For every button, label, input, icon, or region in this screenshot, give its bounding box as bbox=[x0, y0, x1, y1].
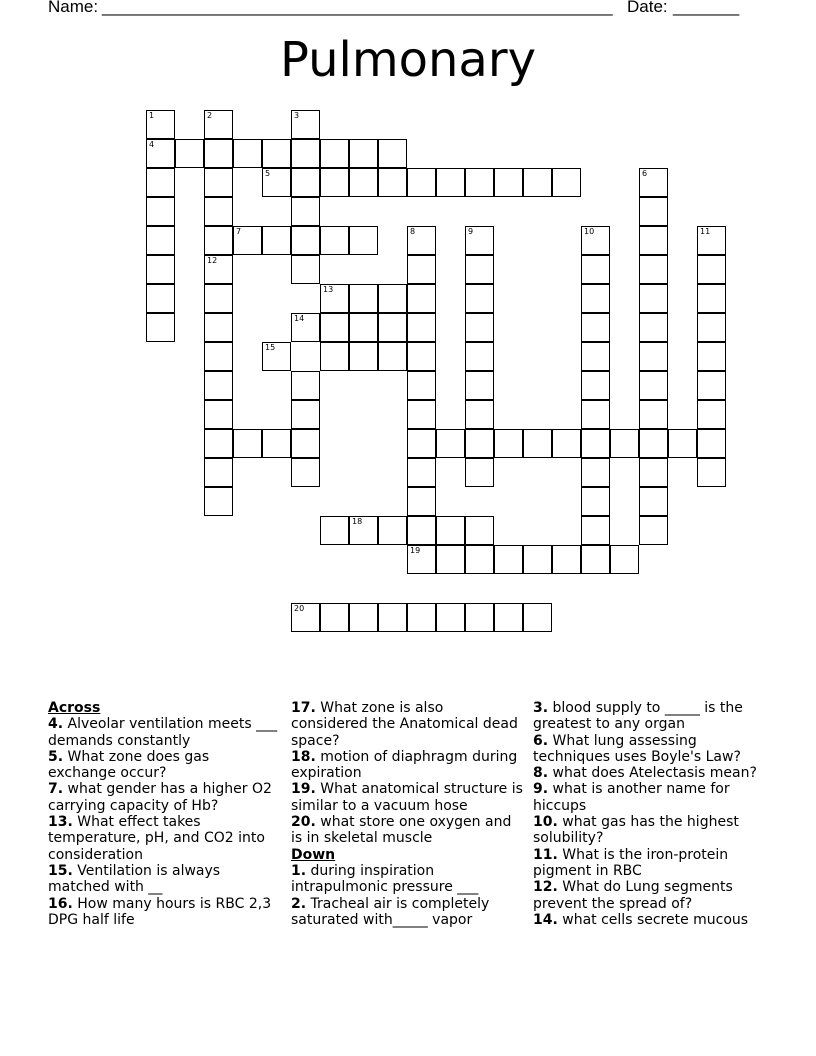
clue-text: Alveolar ventilation meets ___ demands constantly bbox=[48, 716, 278, 749]
grid-cell[interactable] bbox=[465, 168, 494, 197]
grid-cell[interactable] bbox=[552, 168, 581, 197]
grid-cell[interactable] bbox=[320, 342, 349, 371]
clue-number: 10 bbox=[584, 227, 595, 236]
grid-cell[interactable] bbox=[581, 429, 610, 458]
grid-cell[interactable] bbox=[291, 429, 320, 458]
grid-cell[interactable] bbox=[436, 603, 465, 632]
grid-cell[interactable] bbox=[204, 400, 233, 429]
grid-cell[interactable] bbox=[668, 429, 697, 458]
clue-item bbox=[533, 879, 765, 912]
clue-number: 14 bbox=[294, 314, 305, 323]
down-clue-list bbox=[291, 863, 523, 928]
clue-item bbox=[291, 863, 523, 896]
clue-text: What effect takes temperature, pH, and CO2 into consideration bbox=[48, 814, 265, 863]
grid-cell[interactable] bbox=[581, 313, 610, 342]
grid-cell[interactable] bbox=[697, 429, 726, 458]
grid-cell[interactable] bbox=[291, 110, 320, 139]
grid-cell[interactable] bbox=[407, 545, 436, 574]
grid-cell[interactable] bbox=[320, 226, 349, 255]
across-clue-list bbox=[48, 716, 280, 928]
puzzle-title: Pulmonary bbox=[280, 32, 536, 88]
grid-cell[interactable] bbox=[407, 516, 436, 545]
grid-cell[interactable] bbox=[204, 168, 233, 197]
clue-item bbox=[533, 912, 765, 928]
clue-item bbox=[533, 847, 765, 880]
grid-cell[interactable] bbox=[639, 197, 668, 226]
clue-text: blood supply to _____ is the greatest to any organ bbox=[533, 700, 743, 733]
clue-number-label: 10. bbox=[533, 814, 558, 831]
clue-text: what store one oxygen and is in skeletal muscle bbox=[291, 814, 512, 847]
grid-cell[interactable] bbox=[204, 110, 233, 139]
clues-column-2 bbox=[291, 700, 523, 928]
date-label: Date: bbox=[627, 0, 668, 16]
clue-item bbox=[291, 749, 523, 782]
grid-cell[interactable] bbox=[146, 226, 175, 255]
grid-cell[interactable] bbox=[291, 226, 320, 255]
clue-item bbox=[533, 733, 765, 766]
clue-text: motion of diaphragm during expiration bbox=[291, 748, 518, 782]
clue-number: 20 bbox=[294, 604, 305, 613]
grid-cell[interactable] bbox=[407, 313, 436, 342]
clues-column-1 bbox=[48, 700, 280, 928]
grid-cell[interactable] bbox=[349, 139, 378, 168]
grid-cell[interactable] bbox=[291, 168, 320, 197]
grid-cell[interactable] bbox=[610, 429, 639, 458]
grid-cell[interactable] bbox=[639, 516, 668, 545]
clues-column-3 bbox=[533, 700, 765, 928]
clue-number-label: 4. bbox=[48, 716, 64, 733]
grid-cell[interactable] bbox=[523, 429, 552, 458]
grid-cell[interactable] bbox=[291, 400, 320, 429]
grid-cell[interactable] bbox=[233, 429, 262, 458]
grid-cell[interactable] bbox=[146, 197, 175, 226]
grid-cell[interactable] bbox=[465, 284, 494, 313]
grid-cell[interactable] bbox=[378, 284, 407, 313]
clue-item bbox=[533, 814, 765, 847]
clue-number: 8 bbox=[410, 227, 416, 236]
grid-cell[interactable] bbox=[697, 458, 726, 487]
down-clue-list-continued bbox=[533, 700, 765, 928]
grid-cell[interactable] bbox=[639, 458, 668, 487]
grid-cell[interactable] bbox=[465, 226, 494, 255]
clue-item bbox=[291, 814, 523, 847]
grid-cell[interactable] bbox=[407, 226, 436, 255]
grid-cell[interactable] bbox=[697, 226, 726, 255]
clue-number-label: 8. bbox=[533, 765, 549, 782]
grid-cell[interactable] bbox=[175, 139, 204, 168]
grid-cell[interactable] bbox=[697, 284, 726, 313]
clue-number-label: 15. bbox=[48, 862, 73, 879]
grid-cell[interactable] bbox=[204, 139, 233, 168]
clue-number-label: 2. bbox=[291, 895, 307, 912]
grid-cell[interactable] bbox=[581, 487, 610, 516]
grid-cell[interactable] bbox=[204, 487, 233, 516]
clue-item bbox=[48, 781, 280, 814]
grid-cell[interactable] bbox=[465, 429, 494, 458]
grid-cell[interactable] bbox=[407, 371, 436, 400]
across-heading: Across bbox=[48, 700, 101, 716]
clue-item bbox=[291, 700, 523, 749]
clue-text: What zone does gas exchange occur? bbox=[48, 748, 210, 782]
grid-cell[interactable] bbox=[320, 516, 349, 545]
across-clue-list-continued bbox=[291, 700, 523, 847]
grid-cell[interactable] bbox=[581, 400, 610, 429]
grid-cell[interactable] bbox=[465, 516, 494, 545]
grid-cell[interactable] bbox=[291, 139, 320, 168]
clue-number-label: 6. bbox=[533, 732, 549, 749]
grid-cell[interactable] bbox=[146, 110, 175, 139]
grid-cell[interactable] bbox=[494, 603, 523, 632]
clue-number-label: 17. bbox=[291, 700, 316, 716]
grid-cell[interactable] bbox=[349, 313, 378, 342]
date-line: _______ bbox=[673, 0, 740, 16]
grid-cell[interactable] bbox=[204, 429, 233, 458]
grid-cell[interactable] bbox=[407, 429, 436, 458]
clue-number-label: 18. bbox=[291, 748, 316, 765]
grid-cell[interactable] bbox=[204, 342, 233, 371]
down-heading: Down bbox=[291, 846, 336, 863]
clue-text: what does Atelectasis mean? bbox=[548, 765, 757, 782]
grid-cell[interactable] bbox=[465, 458, 494, 487]
clue-text: what gas has the highest solubility? bbox=[533, 814, 739, 847]
grid-cell[interactable] bbox=[581, 371, 610, 400]
grid-cell[interactable] bbox=[465, 545, 494, 574]
grid-cell[interactable] bbox=[320, 139, 349, 168]
clue-item bbox=[291, 781, 523, 814]
grid-cell[interactable] bbox=[639, 168, 668, 197]
grid-cell[interactable] bbox=[204, 226, 233, 255]
grid-cell[interactable] bbox=[146, 313, 175, 342]
grid-cell[interactable] bbox=[639, 284, 668, 313]
clue-number-label: 11. bbox=[533, 846, 558, 863]
clue-number: 1 bbox=[149, 111, 155, 120]
clue-number-label: 12. bbox=[533, 879, 558, 896]
clue-item bbox=[291, 896, 523, 929]
grid-cell[interactable] bbox=[204, 458, 233, 487]
grid-cell[interactable] bbox=[581, 255, 610, 284]
grid-cell[interactable] bbox=[639, 429, 668, 458]
clue-number-label: 3. bbox=[533, 700, 549, 716]
clue-number-label: 13. bbox=[48, 814, 73, 831]
grid-cell[interactable] bbox=[378, 168, 407, 197]
grid-cell[interactable] bbox=[697, 342, 726, 371]
grid-cell[interactable] bbox=[697, 400, 726, 429]
grid-cell[interactable] bbox=[465, 400, 494, 429]
grid-cell[interactable] bbox=[639, 226, 668, 255]
grid-cell[interactable] bbox=[291, 255, 320, 284]
grid-cell[interactable] bbox=[581, 545, 610, 574]
clue-number: 13 bbox=[323, 285, 334, 294]
grid-cell[interactable] bbox=[465, 371, 494, 400]
clue-text: during inspiration intrapulmonic pressure ___ bbox=[291, 862, 479, 896]
grid-cell[interactable] bbox=[436, 516, 465, 545]
grid-cell[interactable] bbox=[349, 603, 378, 632]
clue-number: 15 bbox=[265, 343, 276, 352]
grid-cell[interactable] bbox=[407, 342, 436, 371]
grid-cell[interactable] bbox=[639, 487, 668, 516]
grid-cell[interactable] bbox=[320, 603, 349, 632]
clue-text: What lung assessing techniques uses Boyle's Law? bbox=[533, 732, 741, 765]
clue-text: What is the iron-protein pigment in RBC bbox=[533, 846, 729, 879]
clue-text: What anatomical structure is similar to a vacuum hose bbox=[291, 781, 523, 814]
grid-cell[interactable] bbox=[204, 284, 233, 313]
grid-cell[interactable] bbox=[349, 168, 378, 197]
grid-cell[interactable] bbox=[552, 545, 581, 574]
grid-cell[interactable] bbox=[523, 545, 552, 574]
clue-item bbox=[533, 765, 765, 781]
clue-number: 12 bbox=[207, 256, 218, 265]
grid-cell[interactable] bbox=[494, 429, 523, 458]
clue-number-label: 5. bbox=[48, 748, 64, 765]
clue-text: What do Lung segments prevent the spread of? bbox=[533, 879, 733, 912]
grid-cell[interactable] bbox=[581, 342, 610, 371]
grid-cell[interactable] bbox=[349, 284, 378, 313]
grid-cell[interactable] bbox=[523, 168, 552, 197]
grid-cell[interactable] bbox=[581, 458, 610, 487]
grid-cell[interactable] bbox=[291, 313, 320, 342]
clue-number-label: 1. bbox=[291, 862, 307, 879]
grid-cell[interactable] bbox=[581, 226, 610, 255]
grid-cell[interactable] bbox=[204, 313, 233, 342]
grid-cell[interactable] bbox=[639, 371, 668, 400]
clue-number: 6 bbox=[642, 169, 648, 178]
grid-cell[interactable] bbox=[639, 342, 668, 371]
grid-cell[interactable] bbox=[465, 603, 494, 632]
grid-cell[interactable] bbox=[639, 255, 668, 284]
clue-number: 3 bbox=[294, 111, 300, 120]
grid-cell[interactable] bbox=[407, 603, 436, 632]
clue-text: what cells secrete mucous bbox=[557, 911, 749, 928]
grid-cell[interactable] bbox=[349, 342, 378, 371]
grid-cell[interactable] bbox=[465, 342, 494, 371]
clue-text: what gender has a higher O2 carrying capacity of Hb? bbox=[48, 781, 272, 814]
clue-number-label: 14. bbox=[533, 911, 558, 928]
grid-cell[interactable] bbox=[291, 371, 320, 400]
grid-cell[interactable] bbox=[146, 284, 175, 313]
clue-text: what is another name for hiccups bbox=[533, 781, 730, 814]
grid-cell[interactable] bbox=[465, 313, 494, 342]
clue-number: 9 bbox=[468, 227, 474, 236]
grid-cell[interactable] bbox=[407, 168, 436, 197]
grid-cell[interactable] bbox=[146, 139, 175, 168]
grid-cell[interactable] bbox=[204, 255, 233, 284]
grid-cell[interactable] bbox=[291, 197, 320, 226]
grid-cell[interactable] bbox=[465, 255, 494, 284]
clue-item bbox=[48, 814, 280, 863]
grid-cell[interactable] bbox=[407, 284, 436, 313]
grid-cell[interactable] bbox=[233, 139, 262, 168]
clue-text: How many hours is RBC 2,3 DPG half life bbox=[48, 895, 272, 928]
clue-number-label: 16. bbox=[48, 895, 73, 912]
grid-cell[interactable] bbox=[349, 516, 378, 545]
clue-number: 5 bbox=[265, 169, 271, 178]
clue-number: 2 bbox=[207, 111, 213, 120]
clue-text: What zone is also considered the Anatomical dead space? bbox=[291, 700, 518, 749]
grid-cell[interactable] bbox=[697, 313, 726, 342]
grid-cell[interactable] bbox=[436, 545, 465, 574]
clue-item bbox=[533, 781, 765, 814]
grid-cell[interactable] bbox=[291, 458, 320, 487]
grid-cell[interactable] bbox=[581, 284, 610, 313]
grid-cell[interactable] bbox=[146, 168, 175, 197]
grid-cell[interactable] bbox=[378, 516, 407, 545]
grid-cell[interactable] bbox=[378, 342, 407, 371]
grid-cell[interactable] bbox=[378, 139, 407, 168]
clue-number-label: 9. bbox=[533, 781, 549, 798]
grid-cell[interactable] bbox=[291, 603, 320, 632]
grid-cell[interactable] bbox=[262, 226, 291, 255]
grid-cell[interactable] bbox=[610, 545, 639, 574]
grid-cell[interactable] bbox=[320, 168, 349, 197]
grid-cell[interactable] bbox=[436, 429, 465, 458]
clue-number: 4 bbox=[149, 140, 155, 149]
grid-cell[interactable] bbox=[407, 400, 436, 429]
grid-cell[interactable] bbox=[436, 168, 465, 197]
grid-cell[interactable] bbox=[262, 168, 291, 197]
grid-cell[interactable] bbox=[697, 255, 726, 284]
grid-cell[interactable] bbox=[378, 603, 407, 632]
clue-item bbox=[48, 716, 280, 749]
grid-cell[interactable] bbox=[262, 139, 291, 168]
clue-number: 18 bbox=[352, 517, 363, 526]
grid-cell[interactable] bbox=[378, 313, 407, 342]
clue-number: 7 bbox=[236, 227, 242, 236]
grid-cell[interactable] bbox=[639, 400, 668, 429]
grid-cell[interactable] bbox=[320, 313, 349, 342]
grid-cell[interactable] bbox=[204, 197, 233, 226]
grid-cell[interactable] bbox=[204, 371, 233, 400]
clue-number: 19 bbox=[410, 546, 421, 555]
grid-cell[interactable] bbox=[262, 342, 291, 371]
grid-cell[interactable] bbox=[233, 226, 262, 255]
grid-cell[interactable] bbox=[581, 516, 610, 545]
grid-cell[interactable] bbox=[494, 545, 523, 574]
clue-number: 11 bbox=[700, 227, 711, 236]
name-label: Name: bbox=[48, 0, 99, 16]
name-line: ______________________________________________________ bbox=[102, 0, 613, 16]
grid-cell[interactable] bbox=[349, 226, 378, 255]
grid-cell[interactable] bbox=[494, 168, 523, 197]
clue-number-label: 7. bbox=[48, 781, 64, 798]
grid-cell[interactable] bbox=[320, 284, 349, 313]
grid-cell[interactable] bbox=[697, 371, 726, 400]
clue-item bbox=[533, 700, 765, 733]
grid-cell[interactable] bbox=[262, 429, 291, 458]
grid-cell[interactable] bbox=[146, 255, 175, 284]
clue-number-label: 19. bbox=[291, 781, 316, 798]
grid-cell[interactable] bbox=[523, 603, 552, 632]
grid-cell[interactable] bbox=[552, 429, 581, 458]
grid-cell[interactable] bbox=[407, 458, 436, 487]
clue-text: Ventilation is always matched with __ bbox=[48, 862, 221, 896]
grid-cell[interactable] bbox=[407, 255, 436, 284]
clue-item bbox=[48, 896, 280, 929]
clue-text: Tracheal air is completely saturated with_____ vapor bbox=[291, 895, 490, 928]
grid-cell[interactable] bbox=[639, 313, 668, 342]
clue-item bbox=[48, 749, 280, 782]
clue-number-label: 20. bbox=[291, 814, 316, 831]
grid-cell[interactable] bbox=[407, 487, 436, 516]
clue-item bbox=[48, 863, 280, 896]
